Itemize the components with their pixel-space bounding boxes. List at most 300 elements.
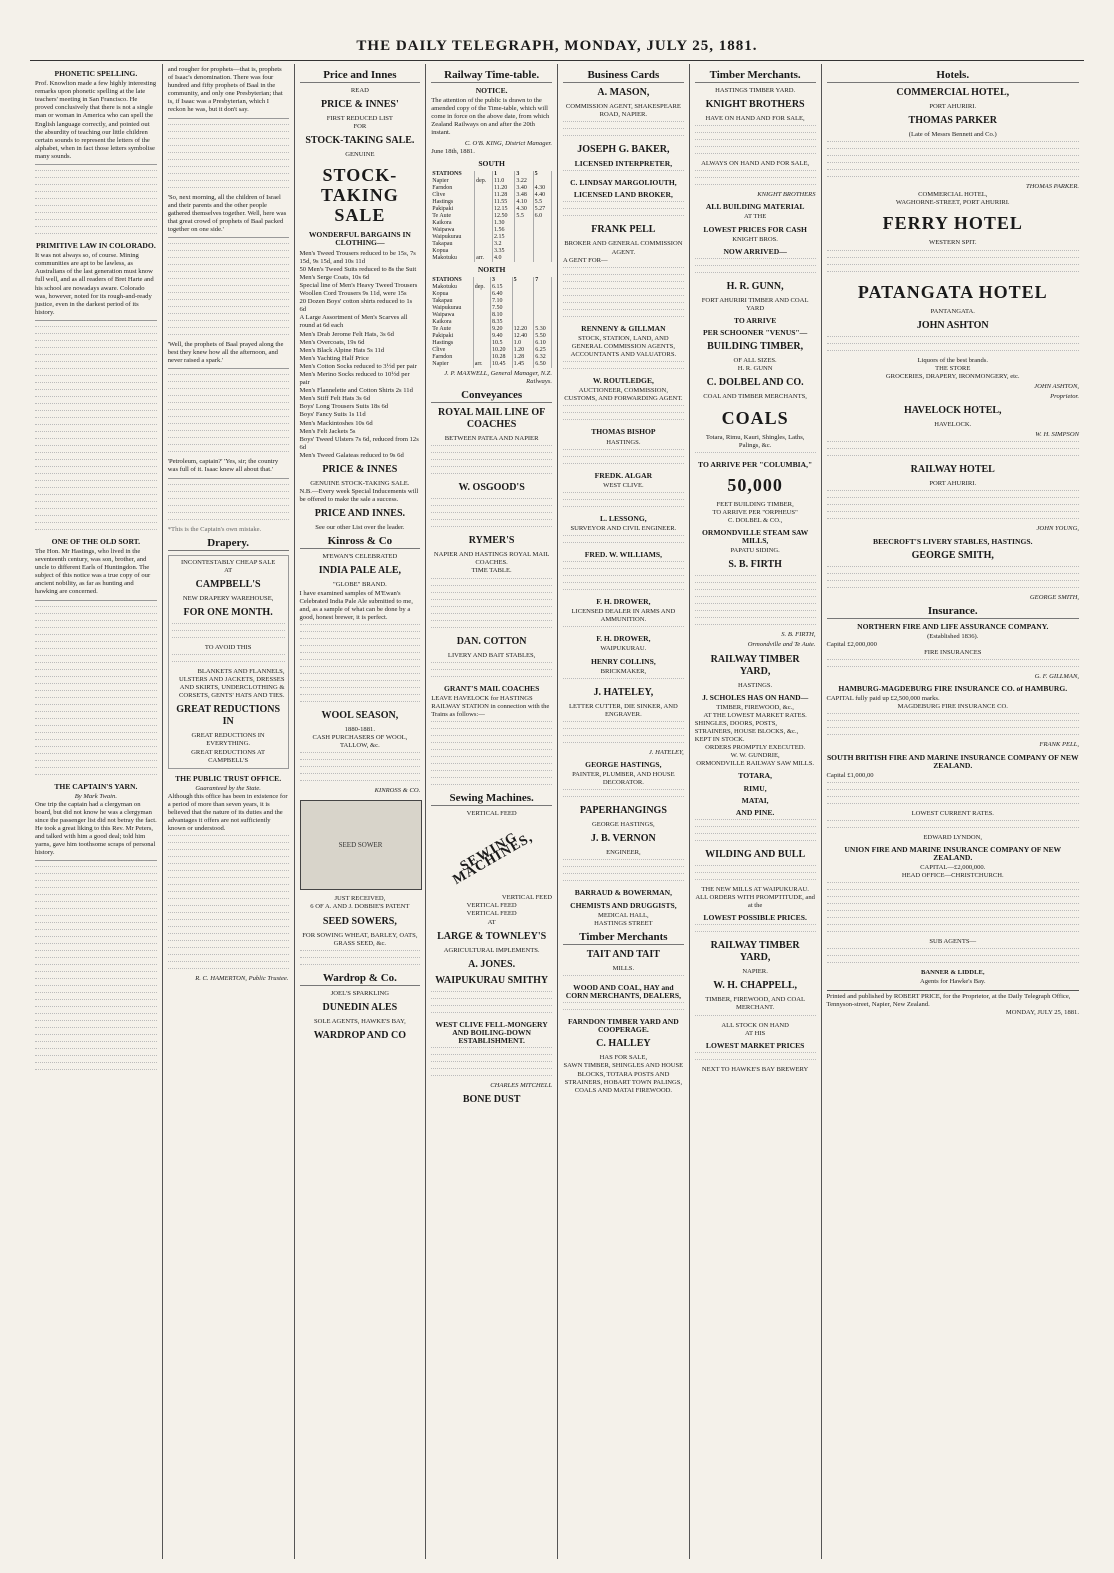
timetable-cell: 12.40 [512, 333, 534, 340]
card-name: J. HATELEY, [593, 686, 654, 698]
timetable-cell [533, 241, 551, 248]
timetable-cell: Hastings [431, 199, 474, 206]
article-heading: THE CAPTAIN'S YARN. [54, 781, 138, 791]
ad-line: SOLE AGENTS, HAWKE'S BAY, [314, 1017, 406, 1025]
insurer-line: CAPITAL—£2,000,000. [920, 864, 986, 872]
timetable-row [431, 319, 551, 326]
timetable-cell [533, 248, 551, 255]
ad-line: ORMONDVILLE RAILWAY SAW MILLS. [696, 760, 815, 768]
timetable-cell [473, 354, 490, 361]
timetable-cell: 1.56 [492, 227, 514, 234]
timetable-cell [533, 178, 551, 185]
ad-line: ALL ORDERS WITH PROMPTITUDE, and at the [695, 893, 815, 910]
advert-campbells [168, 555, 289, 769]
imprint: Printed and published by ROBERT PRICE, for the Proprietor, at the Daily Telegraph Office, Tennyson-street, Napier, New Zealand. [827, 990, 1080, 1009]
insurer-line: G. F. GILLMAN, [1034, 673, 1079, 681]
card-line: HASTINGS STREET [594, 919, 653, 927]
card-line: BROKER AND GENERAL COMMISSION AGENT. [564, 240, 683, 256]
ad-line: BETWEEN PATEA AND NAPIER [444, 435, 539, 443]
timetable-row [431, 340, 551, 347]
timetable-row [431, 291, 551, 298]
hotel-line: PANTANGATA. [930, 307, 975, 315]
card-line: PAINTER, PLUMBER, AND HOUSE DECORATOR. [572, 771, 675, 787]
timetable-row [431, 220, 551, 227]
insurer-line: BANNER & LIDDLE, [920, 969, 985, 977]
timetable-cell [475, 227, 493, 234]
card-line: LICENSED DEALER IN ARMS AND AMMUNITION. [571, 608, 676, 624]
section-heading: Price and Innes [300, 68, 421, 83]
ad-line: 50,000 [727, 474, 783, 495]
timetable-cell: 3.2 [492, 241, 514, 248]
timetable-cell [475, 220, 493, 227]
column-1 [30, 64, 162, 1559]
timetable-row [431, 298, 551, 305]
timetable-cell: 4.30 [533, 185, 551, 192]
ad-line: AT [224, 566, 233, 574]
timetable-cell: 9.40 [490, 333, 512, 340]
ad-line: OF ALL SIZES. [733, 357, 777, 365]
section-heading: Business Cards [563, 68, 684, 83]
ad-line: W. W. GUNDRIE, [730, 752, 780, 760]
signature: C. O'B. KING, District Manager. [464, 139, 552, 147]
column-2 [162, 64, 294, 1559]
card-line: PAPERHANGINGS [579, 805, 667, 817]
ad-line: Totara, Rimu, Kauri, Shingles, Laths, Palings, &c. [705, 433, 805, 449]
masthead: THE DAILY TELEGRAPH, MONDAY, JULY 25, 1881. [356, 38, 758, 54]
card-name: RENNENY & GILLMAN [581, 323, 666, 333]
ad-line: TIMBER, FIREWOOD, &c., [716, 703, 794, 711]
timetable-north: STATIONS 3 5 7 Makotuku dep. 6.15 Kopua 6.40 Takapau 7.10 Waipukurau 7.50 Waipawa 8.10 Kaikora 8.35 Te Aute 9.20 12.20 5.30 Pakipaki 9.40 12.40 5.50 Hastings 10.5 1.0 6.10 Clive 10.20 1.20 6.25 Farndon 10.28 1.28 6.32 Napier arr. 10.45 1.45 6.50 [431, 277, 552, 368]
timetable-cell: 1.45 [512, 361, 534, 368]
card-line: WAIPUKURAU. [600, 645, 647, 653]
timetable-cell: 7.50 [490, 305, 512, 312]
timetable-cell: Hastings [431, 340, 473, 347]
article-heading: PHONETIC SPELLING. [54, 69, 138, 78]
insurer-line: SUB AGENTS— [929, 938, 977, 946]
article-heading: ONE OF THE OLD SORT. [51, 536, 141, 546]
article-body: Prof. Knowlton made a few highly interesting remarks upon phonetic spelling at the late teachers' meeting in San Francisco. He proved conclusively that there is not a single man or woman in America who can spell the English language correctly, and pointed out the absurdity of teaching our little children certain sounds to represent the letters of the alphabet, when in fact those letters symbolise many sounds. [35, 80, 157, 165]
timetable-cell: 5.30 [534, 326, 552, 333]
article-body: 'Well, the prophets of Baal prayed along the best they knew how all the afternoon, and never raised a spark.' [168, 341, 289, 369]
price-item: Boys' Fancy Suits 1s 11d [299, 411, 366, 419]
ad-line: ALL BUILDING MATERIAL [705, 202, 805, 212]
ad-line: CASH PURCHASERS OF WOOL, TALLOW, &c. [312, 734, 408, 750]
ad-line: LARGE & TOWNLEY'S [437, 930, 547, 942]
section-heading: Railway Time-table. [431, 68, 552, 83]
column-5 [557, 64, 689, 1559]
timetable-cell: 10.45 [490, 361, 512, 368]
section-heading: Wardrop & Co. [300, 971, 421, 986]
timetable-cell: 11.28 [492, 192, 514, 199]
ad-line: RYMER'S [468, 535, 515, 547]
direction-label: NORTH [477, 264, 506, 274]
ad-line: LEAVE HAVELOCK for HASTINGS RAILWAY STATION in connection with the Trains as follows:— [431, 694, 550, 718]
card-name: FRANK PELL [591, 224, 656, 236]
card-line: STOCK, STATION, LAND, AND GENERAL COMMISSION AGENTS, ACCOUNTANTS AND VALUATORS. [570, 334, 677, 359]
hotel-line: GEORGE SMITH, [1029, 593, 1079, 601]
card-line: A GENT FOR— [563, 256, 608, 264]
signature: J. P. MAXWELL, General Manager, N.Z. Railways. [444, 369, 552, 386]
ad-line: HASTINGS TIMBER YARD. [715, 87, 796, 94]
article-body: I have examined samples of M'Ewan's Celebrated India Pale Ale submitted to me, and, as a sample of what can be done by a good, honest brewer, it is perfect. [299, 589, 413, 621]
ad-line: WEST CLIVE FELL-MONGERY AND BOILING-DOWN ESTABLISHMENT. [435, 1019, 548, 1045]
price-item: Woollen Cord Trousers 9s 11d, were 15s [299, 290, 407, 298]
timetable-cell: Pakipaki [431, 333, 473, 340]
ad-line: TO ARRIVE [733, 316, 777, 326]
card-line: BRICKMAKER, [600, 667, 647, 675]
ad-line: GRANT'S MAIL COACHES [443, 683, 540, 693]
timetable-cell: 1.28 [512, 354, 534, 361]
ad-line: AT THE [743, 213, 767, 221]
timetable-row [431, 234, 551, 241]
footnote: *This is the Captain's own mistake. [167, 525, 262, 533]
ad-line: COALS [721, 407, 789, 428]
timetable-cell [515, 220, 533, 227]
ad-line: AT [487, 918, 496, 926]
card-name: THOMAS BISHOP [591, 427, 656, 437]
price-item: Men's Black Alpine Hats 5s 11d [299, 346, 385, 354]
timetable-cell: Farndon [431, 354, 473, 361]
timetable-cell: Napier [431, 361, 473, 368]
date: June 18th, 1881. [431, 147, 475, 155]
timetable-cell: 3.22 [515, 178, 533, 185]
ad-line: KNIGHT BROTHERS [705, 99, 805, 111]
timetable-cell: Kaikora [431, 319, 473, 326]
timetable-cell [515, 227, 533, 234]
ad-line: C. DOLBEL & CO., [727, 516, 783, 524]
price-item: 50 Men's Tweed Suits reduced to 8s the Suit [299, 265, 417, 273]
ad-line: M'EWAN'S CELEBRATED [322, 553, 398, 561]
hotel-line: W. H. SIMPSON [1035, 431, 1079, 439]
timetable-cell: Makotuku [431, 255, 474, 262]
article-body: The Hon. Mr Hastings, who lived in the seventeenth century, was son, brother, and uncle to different Earls of Huntingdon. The subject of this notice was a true copy of our ancient nobility, as far as hunting and hawking are concerned. [35, 548, 157, 601]
ad-line: WARDROP AND CO [313, 1029, 406, 1041]
article-body: 'So, next morning, all the children of Israel and their parents and the other people gathered themselves together. Well, here was that great crowd of prophets of Baal packed together on one side.' [168, 194, 289, 238]
ad-line: LOWEST PRICES FOR CASH [703, 224, 807, 234]
card-name: A. MASON, [597, 87, 650, 98]
timetable-row [431, 312, 551, 319]
ad-line: SHINGLES, DOORS, POSTS, STRAINERS, HOUSE BLOCKS, &c., KEPT IN STOCK. [694, 719, 799, 744]
direction-label: SOUTH [478, 158, 505, 168]
hotel-line: Liquors of the best brands. [917, 356, 988, 364]
price-item: Men's Flannelette and Cotton Shirts 2s 11d [299, 387, 413, 395]
timetable-cell [475, 192, 493, 199]
ad-line: PRICE AND INNES. [314, 508, 406, 520]
price-item: Men's Yachting Half Price [299, 354, 369, 362]
timetable-cell: 3.40 [515, 185, 533, 192]
timetable-cell: 12.20 [512, 326, 534, 333]
card-line: LICENSED INTERPRETER, [574, 159, 673, 169]
price-item: Men's Drab Jerome Felt Hats, 3s 6d [299, 330, 394, 338]
timetable-cell [533, 220, 551, 227]
section-heading: Timber Merchants [563, 930, 684, 945]
timetable-row [431, 248, 551, 255]
timetable-cell: arr. [475, 255, 493, 262]
timetable-cell: Te Aute [431, 326, 473, 333]
ad-line: THE NEW MILLS AT WAIPUKURAU. [701, 885, 809, 893]
ad-line: STOCK-TAKING SALE. [305, 135, 415, 147]
ad-line: FOR [353, 123, 367, 131]
timetable-cell [534, 312, 552, 319]
card-name: W. ROUTLEDGE, [592, 376, 654, 386]
ad-line: NAPIER AND HASTINGS ROYAL MAIL COACHES. [433, 551, 550, 567]
timetable-row [431, 178, 551, 185]
ad-line: INCONTESTABLY CHEAP SALE [180, 558, 276, 566]
price-item: Men's Tweed Trousers reduced to be 15s, 7s 15d, 9s 15d, and 10s 11d [299, 249, 416, 265]
ad-line: TIMBER, FIREWOOD, AND COAL MERCHANT. [705, 996, 806, 1012]
ad-line: JUST RECEIVED, [334, 895, 386, 903]
timetable-cell [534, 305, 552, 312]
timetable-row [431, 241, 551, 248]
column-6 [689, 64, 821, 1559]
timetable-cell: Farndon [431, 185, 474, 192]
hotel-line: COMMERCIAL HOTEL, [918, 191, 988, 199]
insurer-line: LOWEST CURRENT RATES. [911, 809, 994, 817]
timetable-cell [533, 227, 551, 234]
timetable-cell [473, 312, 490, 319]
ad-line: HAVE ON HAND AND FOR SALE, [705, 115, 805, 123]
timetable-cell: 8.10 [490, 312, 512, 319]
ad-diagonal: SEWING MACHINES, [450, 829, 536, 889]
timetable-row [431, 199, 551, 206]
card-name: FRED. W. WILLIAMS, [584, 549, 663, 559]
insurer-line: EDWARD LYNDON, [923, 833, 983, 841]
ad-line: AGRICULTURAL IMPLEMENTS. [443, 946, 540, 954]
ad-line: WILDING AND BULL [705, 848, 806, 860]
price-item: Men's Serge Coats, 10s 6d [299, 273, 370, 281]
timetable-cell: Waipukurau [431, 305, 473, 312]
timetable-cell: 9.20 [490, 326, 512, 333]
card-line: CHEMISTS AND DRUGGISTS, [570, 900, 677, 910]
timetable-cell: 3.48 [515, 192, 533, 199]
ad-line: BONE DUST [462, 1094, 521, 1106]
card-name: F. H. DROWER, [596, 634, 651, 644]
timetable-row [431, 354, 551, 361]
insurer-line: FRANK PELL, [1039, 741, 1079, 749]
card-name: C. HALLEY [596, 1038, 651, 1050]
insurer-line: FIRE INSURANCES [924, 648, 982, 656]
insurer-name: SOUTH BRITISH FIRE AND MARINE INSURANCE COMPANY OF NEW ZEALAND. [826, 752, 1079, 770]
ad-line: RIMU, [743, 783, 767, 793]
timetable-cell [534, 291, 552, 298]
timetable-cell [515, 255, 533, 262]
ad-line: S. B. FIRTH, [781, 631, 816, 639]
ad-line: LIVERY AND BAIT STABLES, [447, 651, 536, 659]
timetable-cell: 6.25 [534, 347, 552, 354]
timetable-cell: 6.50 [534, 361, 552, 368]
insurer-line: CAPITAL fully paid up £2,500,000 marks. [826, 695, 940, 703]
timetable-cell: Waipawa [431, 312, 473, 319]
ad-line: 1880-1881. [344, 725, 375, 733]
ad-line: MATAI, [741, 795, 769, 805]
section-heading: Drapery. [168, 536, 289, 551]
hotel-line: GEORGE SMITH, [911, 549, 994, 561]
ad-line: RAILWAY TIMBER YARD, [710, 653, 800, 677]
timetable-row [431, 185, 551, 192]
timetable-cell [473, 347, 490, 354]
article-body: The attention of the public is drawn to the amended copy of the Time-table, which will come in force on the above date, from which Zealand Railways on and after the 20th instant. [431, 97, 550, 137]
article-body: and rougher for prophets—that is, prophets of Isaac's denomination. There was four hundred and fifty prophets of Baal in the community, and only one Presbyterian; that is, if Isaac was a Presbyterian, which I reckon he was, but it don't say. [168, 66, 289, 119]
insurer-line: MAGDEBURG FIRE INSURANCE CO. [897, 703, 1008, 711]
timetable-cell [515, 241, 533, 248]
card-line: WOOD AND COAL, HAY and CORN MERCHANTS, DEALERS, [565, 982, 681, 1001]
ad-line: ORMONDVILLE STEAM SAW MILLS, [701, 528, 809, 546]
price-item: Special line of Men's Heavy Tweed Trousers [299, 281, 418, 289]
timetable-cell [515, 234, 533, 241]
timetable-cell: 5.5 [515, 213, 533, 220]
timetable-cell [475, 241, 493, 248]
hotel-name: COMMERCIAL HOTEL, [896, 87, 1010, 98]
ad-line: WONDERFUL BARGAINS IN CLOTHING— [308, 230, 411, 248]
timetable-cell [512, 305, 534, 312]
price-item: Men's Mackintoshes 10s 6d [299, 419, 373, 427]
card-name: FARNDON TIMBER YARD AND COOPERAGE. [568, 1017, 679, 1035]
insurer-line: Capital £2,000,000 [826, 640, 877, 648]
ad-line: ALWAYS ON HAND AND FOR SALE, [701, 160, 810, 168]
card-name: L. LESSONG, [600, 513, 647, 523]
timetable-cell [512, 312, 534, 319]
hotel-line: WAGHORNE-STREET, PORT AHURIRI. [895, 199, 1010, 207]
ad-heading: THE PUBLIC TRUST OFFICE. [175, 773, 282, 783]
ad-line: PRICE & INNES' [320, 99, 399, 111]
card-line: HAS FOR SALE, [599, 1054, 648, 1062]
ad-line: READ [350, 87, 369, 94]
price-item: 20 Dozen Boys' cotton shirts reduced to 1s 6d [299, 298, 413, 314]
ad-line: AND PINE. [735, 807, 775, 817]
ad-line: TO AVOID THIS [204, 643, 252, 651]
timetable-cell: 3.35 [492, 248, 514, 255]
card-name: GEORGE HASTINGS, [585, 760, 662, 769]
timetable-cell: 2.15 [492, 234, 514, 241]
ad-line: SEED SOWERS, [322, 915, 397, 927]
ad-line: A. JONES. [468, 958, 516, 970]
timetable-cell: Clive [431, 192, 474, 199]
ad-line: WOOL SEASON, [321, 709, 399, 721]
timetable-cell: arr. [473, 361, 490, 368]
ad-line: KINROSS & CO. [374, 787, 421, 795]
column-4 [425, 64, 557, 1559]
ad-line: PRICE & INNES [322, 464, 398, 475]
card-name: J. B. VERNON [590, 833, 656, 845]
ad-line: FORT AHURIRI TIMBER AND COAL YARD [701, 296, 809, 312]
columns [30, 64, 1084, 1559]
card-line: LETTER CUTTER, DIE SINKER, AND ENGRAVER. [568, 702, 678, 718]
hotel-line: THOMAS PARKER [908, 115, 997, 127]
ad-line: TIME TABLE. [471, 567, 512, 575]
ad-line: S. B. FIRTH [728, 559, 782, 571]
timetable-row [431, 213, 551, 220]
timetable-cell: 5.5 [533, 199, 551, 206]
timetable-cell [512, 284, 534, 291]
ad-line: DAN. COTTON [456, 635, 527, 647]
byline: By Mark Twain. [74, 792, 117, 800]
price-item: Boys' Long Trousers Suits 18s 6d [299, 403, 389, 411]
masthead-rule [30, 60, 1084, 61]
timetable-cell [475, 234, 493, 241]
notice-heading: NOTICE. [475, 86, 508, 95]
timetable-cell [475, 213, 493, 220]
ad-line: FOR SOWING WHEAT, BARLEY, OATS, GRASS SEED, &c. [302, 931, 418, 947]
ad-line: WAIPUKURAU SMITHY [435, 974, 549, 986]
section-heading: Conveyances [431, 388, 552, 403]
article-body: 'Petroleum, captain?' 'Yes, sir; the country was full of it. Isaac knew all about that.' [168, 458, 289, 478]
timetable-cell: 10.20 [490, 347, 512, 354]
ad-line: LOWEST POSSIBLE PRICES. [703, 913, 807, 923]
ad-line: JOEL'S SPARKLING [330, 989, 390, 997]
price-item: Boys' Tweed Ulsters 7s 6d, reduced from 12s 6d [299, 435, 419, 451]
ad-line: VERTICAL FEED [466, 809, 517, 817]
card-name: HENRY COLLINS, [590, 656, 656, 666]
ad-line: PER SCHOONER "VENUS"— [703, 328, 808, 338]
timetable-cell: dep. [475, 178, 493, 185]
ad-line: NOW ARRIVED— [723, 246, 787, 256]
hotel-line: THE STORE [935, 364, 971, 372]
timetable-cell: 1.30 [492, 220, 514, 227]
ad-line: N.B.—Every week Special Inducements will be offered to make the sale a success. [299, 488, 419, 504]
ad-line: J. SCHOLES HAS ON HAND— [702, 692, 809, 702]
timetable-cell [534, 319, 552, 326]
timetable-row [431, 361, 551, 368]
insurer-name: NORTHERN FIRE AND LIFE ASSURANCE COMPANY. [857, 621, 1049, 631]
timetable-cell: 1.20 [512, 347, 534, 354]
hotel-line: JOHN YOUNG, [1036, 525, 1079, 533]
timetable-row [431, 206, 551, 213]
timetable-row [431, 227, 551, 234]
hotel-line: THOMAS PARKER. [1026, 183, 1079, 191]
hotel-line: GROCERIES, DRAPERY, IRONMONGERY, etc. [885, 372, 1020, 380]
ad-line: AT THE LOWEST MARKET RATES. [703, 711, 807, 719]
ad-line: "GLOBE" BRAND. [333, 581, 387, 589]
hotel-line: WESTERN SPIT. [929, 239, 977, 247]
timetable-row [431, 333, 551, 340]
section-heading: Insurance. [827, 604, 1080, 619]
timetable-cell: 12.15 [492, 206, 514, 213]
card-name: BARRAUD & BOWERMAN, [574, 888, 672, 898]
timetable-cell [512, 298, 534, 305]
timetable-cell [473, 319, 490, 326]
ad-line: FIRST REDUCED LIST [326, 115, 393, 123]
ad-line: GENUINE [345, 151, 375, 159]
ad-line: VERTICAL FEED [466, 902, 517, 910]
insurer-name: HAMBURG-MAGDEBURG FIRE INSURANCE CO. of HAMBURG. [838, 684, 1068, 694]
timetable-cell [473, 291, 490, 298]
timetable-cell: 7.10 [490, 298, 512, 305]
ad-line: Guaranteed by the State. [195, 784, 261, 792]
card-line: SURVEYOR AND CIVIL ENGINEER. [570, 524, 677, 532]
ad-line: ALL STOCK ON HAND [721, 1021, 789, 1029]
ad-line: See our other List over the leader. [315, 524, 405, 532]
card-line: WEST CLIVE. [603, 481, 644, 489]
ad-line: GREAT REDUCTIONS IN EVERYTHING. [191, 732, 265, 748]
timetable-cell [534, 298, 552, 305]
hotel-line: JOHN ASHTON [916, 319, 989, 331]
section-heading: Kinross & Co [300, 534, 421, 549]
column-3 [294, 64, 426, 1559]
ad-line: GENUINE STOCK-TAKING SALE. [310, 480, 410, 487]
card-name: TAIT AND TAIT [586, 948, 660, 960]
imprint-date: MONDAY, JULY 25, 1881. [1005, 1008, 1079, 1016]
timetable-cell: Waipawa [431, 227, 474, 234]
timetable-cell: Takapau [431, 298, 473, 305]
hotel-name: RAILWAY HOTEL [910, 464, 995, 476]
price-item: Men's Tweed Galateas reduced to 9s 6d [299, 451, 404, 459]
hotel-name: FERRY HOTEL [882, 213, 1023, 234]
ad-line: NAPIER. [742, 968, 768, 976]
hotel-name: HAVELOCK HOTEL, [903, 405, 1002, 417]
price-item: Men's Merino Socks reduced to 10½d per pair [299, 370, 410, 387]
timetable-cell: 5.27 [533, 206, 551, 213]
timetable-cell [473, 326, 490, 333]
